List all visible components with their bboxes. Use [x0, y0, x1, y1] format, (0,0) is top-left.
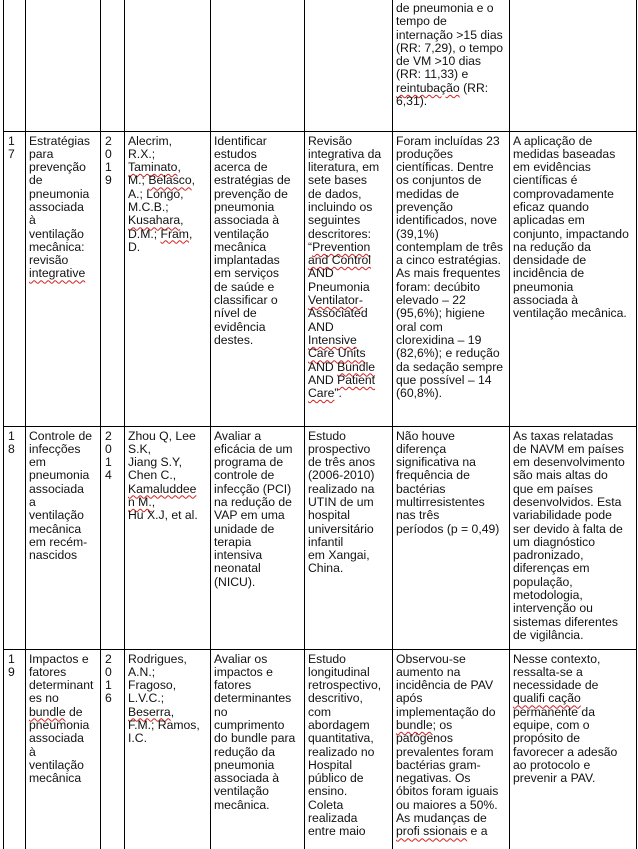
text-segment: , A.; Longo, M.C.B.;: [128, 173, 196, 214]
results-cell: [393, 649, 510, 849]
objective-cell: Avaliar a eficácia de um programa de controle de infecção (PCI) na redução de VAP em uma unidade de terapia intensiva neonatal (NICU).: [211, 426, 305, 649]
authors-cell: [125, 131, 211, 426]
year-cell: 2 0 1 4: [101, 426, 125, 649]
text-segment: Estratégias para prevenção de pneumonia associada à ventilação mecânica: revisão: [29, 133, 90, 268]
text-segment: ; os patógenos prevalentes foram bactérias gram- negativas. Os óbitos foram iguais ou maiores a 50%. As mudanças de: [396, 717, 499, 826]
objective-cell: Identificar estudos acerca de estratégias de prevenção de pneumonia associada à ventilação mecânica implantadas em serviços de saúde e classificar o nível de evidência destes.: [211, 131, 305, 426]
spellcheck-flagged-word: Kamaluddee: [128, 481, 197, 496]
spellcheck-flagged-word: Kusahara: [128, 213, 181, 228]
spellcheck-flagged-word: Patient: [337, 372, 376, 387]
text-segment: ”.: [334, 386, 342, 401]
spellcheck-flagged-word: Care: [308, 386, 335, 401]
text-segment: Impactos e fatores determinant es no: [29, 651, 94, 706]
results-cell: [393, 426, 510, 649]
spellcheck-flagged-word: qualifi cação: [513, 691, 581, 706]
spellcheck-flagged-word: Intensive: [308, 332, 357, 347]
objective-cell: Avaliar os impactos e fatores determinantes no cumprimento do bundle para redução da pneumonia associada à ventilação mecânica.: [211, 649, 305, 849]
spellcheck-flagged-word: Beserra: [128, 704, 171, 719]
literature-review-table: [3, 0, 637, 849]
text-segment: As taxas relatadas de NAVM em países em desenvolvimento são mais altas do que em países desenvolvidos. Esta variabilidade pode ser devido à falta de um diagnóstico padronizado, diferenças em população, metodologia, intervenção ou sistemas diferentes de vigilância.: [513, 428, 625, 642]
text-segment: A aplicação de medidas baseadas em evidências científicas é comprovadamente eficaz quando aplicadas em conjunto, impactando na redução da densidade de incidência de pneumonia associada à ventilação mecânica.: [513, 133, 629, 321]
spellcheck-flagged-word: and Control: [308, 253, 372, 268]
conclusion-cell: [510, 649, 637, 849]
results-cell: de pneumonia e o tempo de internação >15 dias (RR: 7,29), o tempo de VM >10 dias (RR: 11,33) e reintubação (RR: 6,31).: [393, 0, 510, 131]
spellcheck-flagged-word: bundle: [29, 704, 66, 719]
table-row: [4, 649, 637, 849]
number-cell: 1 7: [4, 131, 26, 426]
text-segment: AND Pneumonia: [308, 266, 370, 294]
text-segment: Não houve diferença significativa na frequência de bactérias multirresistentes nas três períodos (p = 0,49): [396, 428, 500, 536]
text-segment: , D.: [128, 226, 193, 254]
text-segment: , F.M.; Ramos, I.C.: [128, 704, 200, 746]
spellcheck-flagged-word: Care Units: [308, 346, 366, 361]
title-cell: [26, 131, 101, 426]
year-cell: 2 0 1 9: [101, 131, 125, 426]
title-cell: [26, 0, 101, 131]
text-segment: Zhou Q, Lee S.K, Jiang S.Y, Chen C.,: [128, 428, 196, 483]
text-segment: , Hu X.J, et al.: [128, 494, 198, 523]
conclusion-cell: [510, 131, 637, 426]
text-segment: Controle de infecções em pneumonia associada a ventilação mecânica em recém- nascidos: [29, 428, 93, 563]
text-segment: , D.M.;: [128, 213, 184, 241]
spellcheck-flagged-word: profi ssionais: [396, 824, 468, 839]
number-cell: 1 8: [4, 426, 26, 649]
spellcheck-flagged-word: Belasco: [148, 173, 192, 188]
spellcheck-flagged-word: Prevention: [312, 239, 371, 254]
conclusion-cell: [510, 0, 637, 131]
method-cell: [305, 131, 393, 426]
objective-cell: [211, 0, 305, 131]
text-segment: , M.;: [128, 160, 181, 188]
text-segment: Revisão integrativa da literatura, em sete bases de dados, incluindo os seguintes descritores: “: [308, 133, 382, 254]
authors-cell: [125, 649, 211, 849]
authors-cell: [125, 0, 211, 131]
table-row-continuation: [4, 0, 637, 131]
title-cell: [26, 649, 101, 849]
text-segment: AND: [308, 372, 334, 387]
spellcheck-flagged-word: n M.: [128, 494, 152, 509]
text-segment: Associated AND: [308, 306, 368, 334]
text-segment: Foram incluídas 23 produções científicas. Dentre os conjuntos de medidas de prevenção identificados, nove (39,1%) contemplam de três a cinco estratégias. As mais frequentes foram: decúbito elevado – 22 (95,6%); higiene oral com clorexidina – 19 (82,6%); e redução da sedação sempre que possível – 14 (60,8%).: [396, 133, 504, 401]
text-segment: e a: [467, 824, 488, 839]
spellcheck-flagged-word: integrative: [29, 266, 86, 281]
text-segment: Estudo prospectivo de três anos (2006-2010) realizado na UTIN de um hospital universitário infantil em Xangai, China.: [308, 428, 376, 576]
year-cell: 2 0 1 6: [101, 649, 125, 849]
method-cell: [305, 426, 393, 649]
method-cell: [305, 0, 393, 131]
spellcheck-flagged-word: bundle: [396, 717, 433, 732]
text-segment: de pneumonia associada à ventilação mecânica: [29, 704, 90, 786]
text-segment: permanente da equipe, com o propósito de favorecer a adesão ao protocolo e prevenir a PAV.: [513, 704, 618, 786]
text-segment: Nesse contexto, ressalta-se a necessidade de: [513, 651, 601, 693]
number-cell: 1 9: [4, 649, 26, 849]
text-segment: Estudo longitudinal retrospectivo, descritivo, com abordagem quantitativa, realizado no Hospital público de ensino. Coleta realizada entre maio: [308, 651, 382, 839]
conclusion-cell: [510, 426, 637, 649]
table-row: [4, 426, 637, 649]
text-segment: Rodrigues, A.N.; Fragoso, L.V.C.;: [128, 651, 187, 706]
table-row: [4, 131, 637, 426]
spellcheck-flagged-word: Bundle: [337, 359, 376, 374]
title-cell: [26, 426, 101, 649]
method-cell: [305, 649, 393, 849]
spellcheck-flagged-word: Fram: [160, 226, 189, 241]
spellcheck-flagged-word: Taminato: [128, 160, 178, 175]
number-cell: [4, 0, 26, 131]
text-segment: Alecrim, R.X.;: [128, 133, 173, 161]
text-segment: Observou-se aumento na incidência de PAV após implementação do: [396, 651, 496, 719]
results-cell: [393, 131, 510, 426]
text-segment: AND: [308, 359, 334, 374]
year-cell: [101, 0, 125, 131]
authors-cell: [125, 426, 211, 649]
spellcheck-flagged-word: Ventilator-: [308, 293, 363, 308]
